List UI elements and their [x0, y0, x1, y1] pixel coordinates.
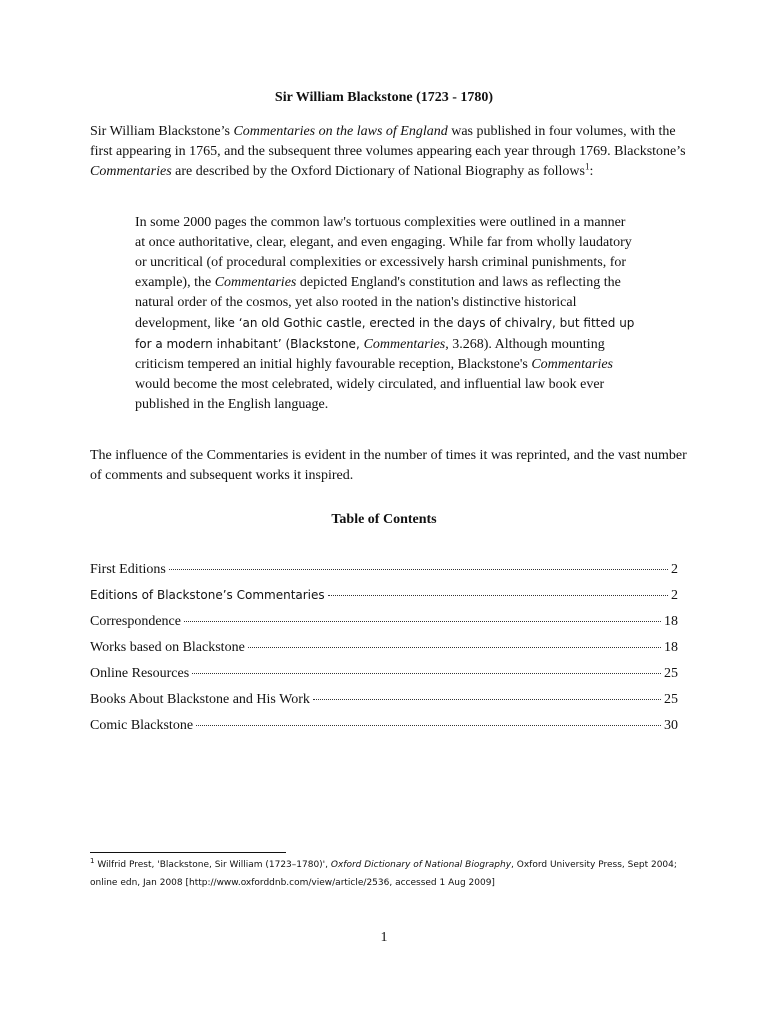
quote-text-4: , 3.268). Although mounting criticism tempered an initial highly favourable reception, Blackstone's — [135, 337, 605, 372]
toc-entry-page: 2 — [671, 562, 678, 577]
intro-paragraph — [90, 122, 690, 182]
toc-entry-label: Comic Blackstone — [90, 718, 194, 733]
influence-paragraph: The influence of the Commentaries is evident in the number of times it was reprinted, and the vast number of comments and subsequent works it inspired. — [90, 448, 687, 483]
quote-italic-1: Commentaries — [214, 275, 297, 290]
footnote — [90, 856, 690, 892]
intro-italic-commentaries: Commentaries — [90, 164, 172, 179]
quote-text-2: depicted England's constitution and laws as reflecting the natural order of the cosmos, yet also rooted in the nation's distinctive historical development, — [135, 275, 621, 331]
toc-dot-leader — [313, 699, 661, 700]
quote-italic-2: Commentaries — [363, 337, 446, 352]
block-quote — [135, 213, 635, 415]
intro-text-2: was published in four volumes, with the first appearing in 1765, and the subsequent three volumes appearing each year through 1769. Blackstone’s — [90, 124, 686, 159]
toc-entry-label: Works based on Blackstone — [90, 640, 245, 655]
toc-entry-online-resources[interactable] — [90, 666, 678, 692]
intro-text-4: : — [589, 164, 594, 179]
toc-dot-leader — [196, 725, 661, 726]
footnote-text-1: Wilfrid Prest, 'Blackstone, Sir William (1723–1780)', — [94, 860, 331, 870]
toc-dot-leader — [184, 621, 661, 622]
toc-entry-page: 30 — [664, 718, 678, 733]
footnote-italic-source: Oxford Dictionary of National Biography — [330, 860, 512, 870]
toc-dot-leader — [192, 673, 661, 674]
toc-entry-comic-blackstone[interactable] — [90, 718, 678, 744]
quote-text-3: like ‘an old Gothic castle, erected in the days of chivalry, but fitted up for a modern inhabitant’ (Blackstone, — [135, 316, 635, 351]
page-number: 1 — [380, 930, 388, 945]
toc-dot-leader — [248, 647, 661, 648]
toc-dot-leader — [328, 595, 668, 596]
intro-italic-title: Commentaries on the laws of England — [233, 124, 448, 139]
footnote-separator — [90, 852, 286, 853]
toc-entry-works-based[interactable] — [90, 640, 678, 666]
table-of-contents — [90, 562, 678, 744]
toc-entry-label: Editions of Blackstone’s Commentaries — [90, 588, 325, 602]
toc-entry-label: Online Resources — [90, 666, 190, 681]
footnote-text-2: , Oxford University Press, Sept 2004; online edn, Jan 2008 [http://www.oxforddnb.com/view/article/2536, accessed 1 Aug 2009] — [90, 860, 677, 888]
toc-entry-label: Correspondence — [90, 614, 181, 629]
toc-entry-page: 25 — [664, 692, 678, 707]
toc-entry-page: 25 — [664, 666, 678, 681]
toc-entry-editions[interactable] — [90, 588, 678, 614]
toc-heading: Table of Contents — [331, 512, 437, 527]
quote-italic-3: Commentaries — [531, 357, 614, 372]
toc-entry-page: 2 — [671, 588, 678, 603]
toc-entry-page: 18 — [664, 614, 678, 629]
intro-text-3: are described by the Oxford Dictionary of National Biography as follows — [171, 164, 585, 179]
document-title: Sir William Blackstone (1723 - 1780) — [274, 90, 494, 105]
intro-text-1: Sir William Blackstone’s — [90, 124, 234, 139]
quote-text-1: In some 2000 pages the common law's tortuous complexities were outlined in a manner at once authoritative, clear, elegant, and even engaging. While far from wholly laudatory or uncritical (of procedural complexities or excessively harsh criminal punishments, for example), the — [135, 215, 632, 290]
toc-entry-label: First Editions — [90, 562, 166, 577]
footnote-reference[interactable]: 1 — [584, 161, 590, 172]
toc-entry-first-editions[interactable] — [90, 562, 678, 588]
toc-dot-leader — [169, 569, 668, 570]
toc-entry-label: Books About Blackstone and His Work — [90, 692, 310, 707]
toc-entry-correspondence[interactable] — [90, 614, 678, 640]
toc-entry-books-about[interactable] — [90, 692, 678, 718]
quote-text-5: would become the most celebrated, widely circulated, and influential law book ever published in the English language. — [135, 377, 605, 412]
footnote-number: 1 — [90, 857, 95, 865]
toc-entry-page: 18 — [664, 640, 678, 655]
